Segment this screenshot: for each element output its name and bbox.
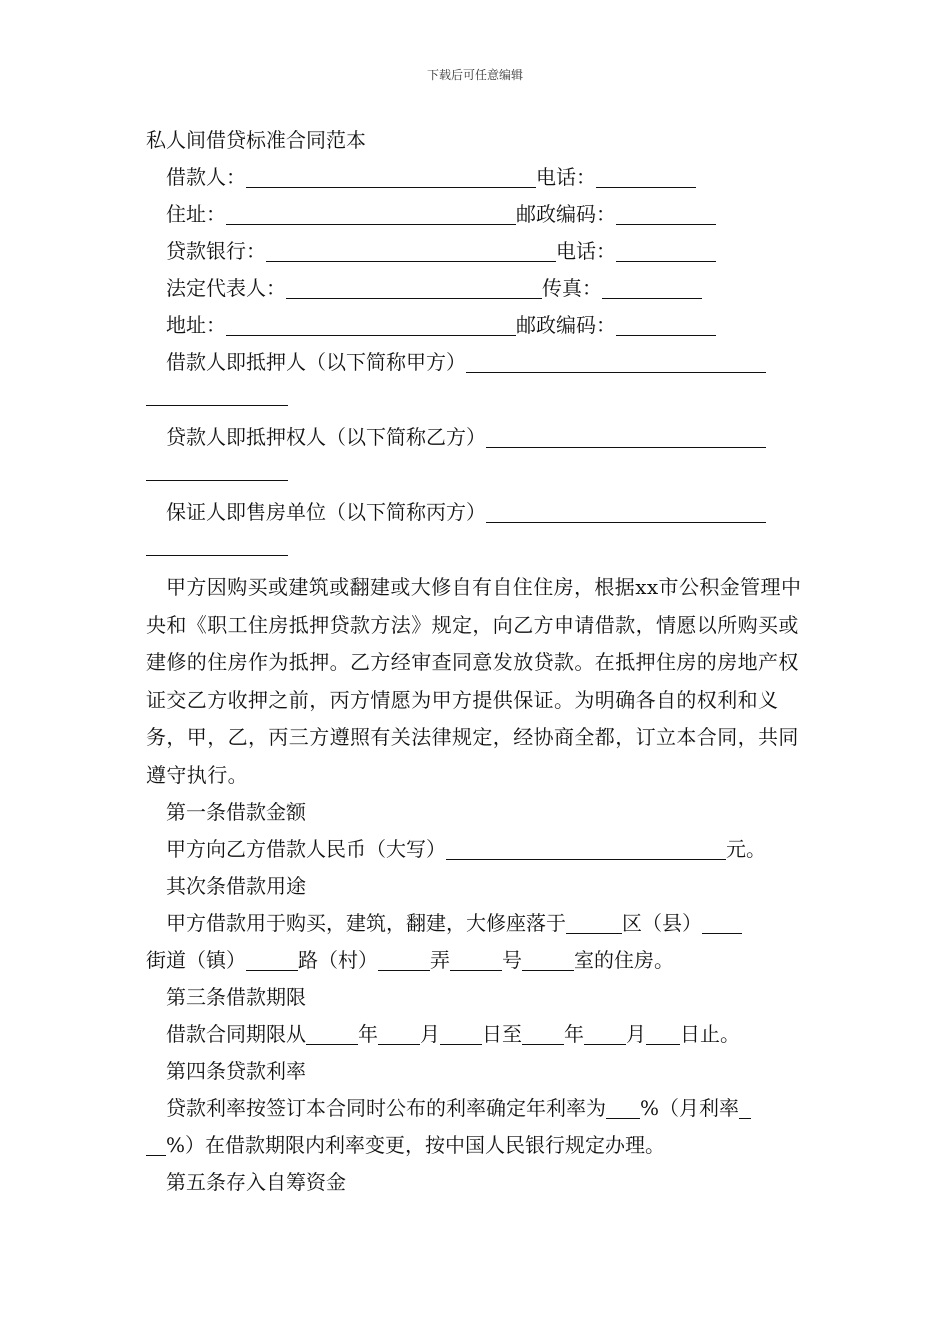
article-4-title: 第四条贷款利率	[166, 1059, 306, 1083]
street-blank[interactable]	[246, 946, 298, 971]
article-2-text-d: 路（村）	[298, 948, 378, 972]
article-2-row-2	[146, 942, 810, 979]
article-5-title: 第五条存入自筹资金	[166, 1170, 346, 1194]
article-3-month-2: 月	[626, 1022, 646, 1046]
article-2-row-1	[146, 905, 810, 942]
bank-label: 贷款银行：	[166, 239, 266, 263]
article-2-text-b: 区（县）	[622, 911, 702, 935]
article-2-text-f: 号	[502, 948, 522, 972]
intro-paragraph	[146, 569, 810, 794]
borrower-row	[146, 159, 810, 196]
end-year-blank[interactable]	[522, 1020, 564, 1045]
road-blank[interactable]	[378, 946, 430, 971]
monthly-rate-blank[interactable]	[739, 1094, 751, 1119]
fax-blank[interactable]	[602, 274, 702, 299]
address-label: 住址：	[166, 202, 226, 226]
article-2-text-e: 弄	[430, 948, 450, 972]
article-3-year: 年	[358, 1022, 378, 1046]
postcode2-blank[interactable]	[616, 311, 716, 336]
intro-text: 甲方因购买或建筑或翻建或大修自有自住住房，根据xx市公积金管理中央和《职工住房抵押贷款方法》规定，向乙方申请借款，情愿以所购买或建修的住房作为抵押。乙方经审查同意发放贷款。在抵押住房的房地产权证交乙方收押之前，丙方情愿为甲方提供保证。为明确各自的权利和义务，甲，乙，丙三方遵照有关法律规定，经协商全都，订立本合同，共同遵守执行。	[146, 575, 802, 787]
article-3-month: 月	[420, 1022, 440, 1046]
bank-phone-label: 电话：	[556, 239, 616, 263]
postcode2-label: 邮政编码：	[516, 313, 616, 337]
borrower-label: 借款人：	[166, 165, 246, 189]
article-3-title: 第三条借款期限	[166, 985, 306, 1009]
number-blank[interactable]	[522, 946, 574, 971]
borrower-blank[interactable]	[246, 163, 536, 188]
article-4-pct: %（月利率	[640, 1096, 740, 1120]
district-blank[interactable]	[566, 909, 622, 934]
bank-row	[146, 233, 810, 270]
start-month-blank[interactable]	[378, 1020, 420, 1045]
article-2-title: 其次条借款用途	[166, 874, 306, 898]
party-a-blank[interactable]	[466, 348, 766, 373]
party-c-blank-cont[interactable]	[146, 531, 288, 556]
legal-rep-label: 法定代表人：	[166, 276, 286, 300]
article-3-day-to: 日至	[482, 1022, 522, 1046]
bank-phone-blank[interactable]	[616, 237, 716, 262]
start-year-blank[interactable]	[306, 1020, 358, 1045]
addr2-label: 地址：	[166, 313, 226, 337]
annual-rate-blank[interactable]	[606, 1094, 640, 1119]
end-month-blank[interactable]	[584, 1020, 626, 1045]
page-header-note: 下载后可任意编辑	[426, 68, 523, 82]
bank-blank[interactable]	[266, 237, 556, 262]
start-day-blank[interactable]	[440, 1020, 482, 1045]
postcode-label: 邮政编码：	[516, 202, 616, 226]
article-3-row	[146, 1016, 810, 1053]
party-a-row	[146, 344, 810, 381]
party-b-label: 贷款人即抵押权人（以下简称乙方）	[166, 425, 486, 449]
amount-blank[interactable]	[446, 835, 726, 860]
article-4-text-1: 贷款利率按签订本合同时公布的利率确定年利率为	[166, 1096, 606, 1120]
addr2-blank[interactable]	[226, 311, 516, 336]
article-1-unit: 元。	[726, 837, 766, 861]
article-1-text: 甲方向乙方借款人民币（大写）	[166, 837, 446, 861]
article-4-row-2	[146, 1127, 810, 1164]
phone-label: 电话：	[536, 165, 596, 189]
article-2-text-c: 街道（镇）	[146, 948, 246, 972]
article-1-row	[146, 831, 810, 868]
article-4-row-1	[146, 1090, 810, 1127]
article-3-day-end: 日止。	[680, 1022, 740, 1046]
article-4-text-2: %）在借款期限内利率变更，按中国人民银行规定办理。	[166, 1133, 666, 1157]
contract-title: 私人间借贷标准合同范本	[146, 128, 366, 152]
article-3-text-a: 借款合同期限从	[166, 1022, 306, 1046]
district-blank-2[interactable]	[702, 909, 742, 934]
party-c-label: 保证人即售房单位（以下简称丙方）	[166, 500, 486, 524]
postcode-blank[interactable]	[616, 200, 716, 225]
party-b-blank-cont[interactable]	[146, 456, 288, 481]
end-day-blank[interactable]	[646, 1020, 680, 1045]
legal-rep-blank[interactable]	[286, 274, 542, 299]
party-c-blank[interactable]	[486, 498, 766, 523]
party-a-label: 借款人即抵押人（以下简称甲方）	[166, 350, 466, 374]
address-blank[interactable]	[226, 200, 516, 225]
party-b-row	[146, 419, 810, 456]
article-3-year-2: 年	[564, 1022, 584, 1046]
phone-blank[interactable]	[596, 163, 696, 188]
article-1-title: 第一条借款金额	[166, 800, 306, 824]
article-2-text-a: 甲方借款用于购买，建筑，翻建，大修座落于	[166, 911, 566, 935]
fax-label: 传真：	[542, 276, 602, 300]
address-row	[146, 196, 810, 233]
monthly-rate-blank-cont[interactable]	[146, 1131, 166, 1156]
legal-rep-row	[146, 270, 810, 307]
party-a-blank-cont[interactable]	[146, 381, 288, 406]
contract-body	[146, 122, 810, 1201]
article-2-text-g: 室的住房。	[574, 948, 674, 972]
addr2-row	[146, 307, 810, 344]
party-c-row	[146, 494, 810, 531]
lane-blank[interactable]	[450, 946, 502, 971]
party-b-blank[interactable]	[486, 423, 766, 448]
